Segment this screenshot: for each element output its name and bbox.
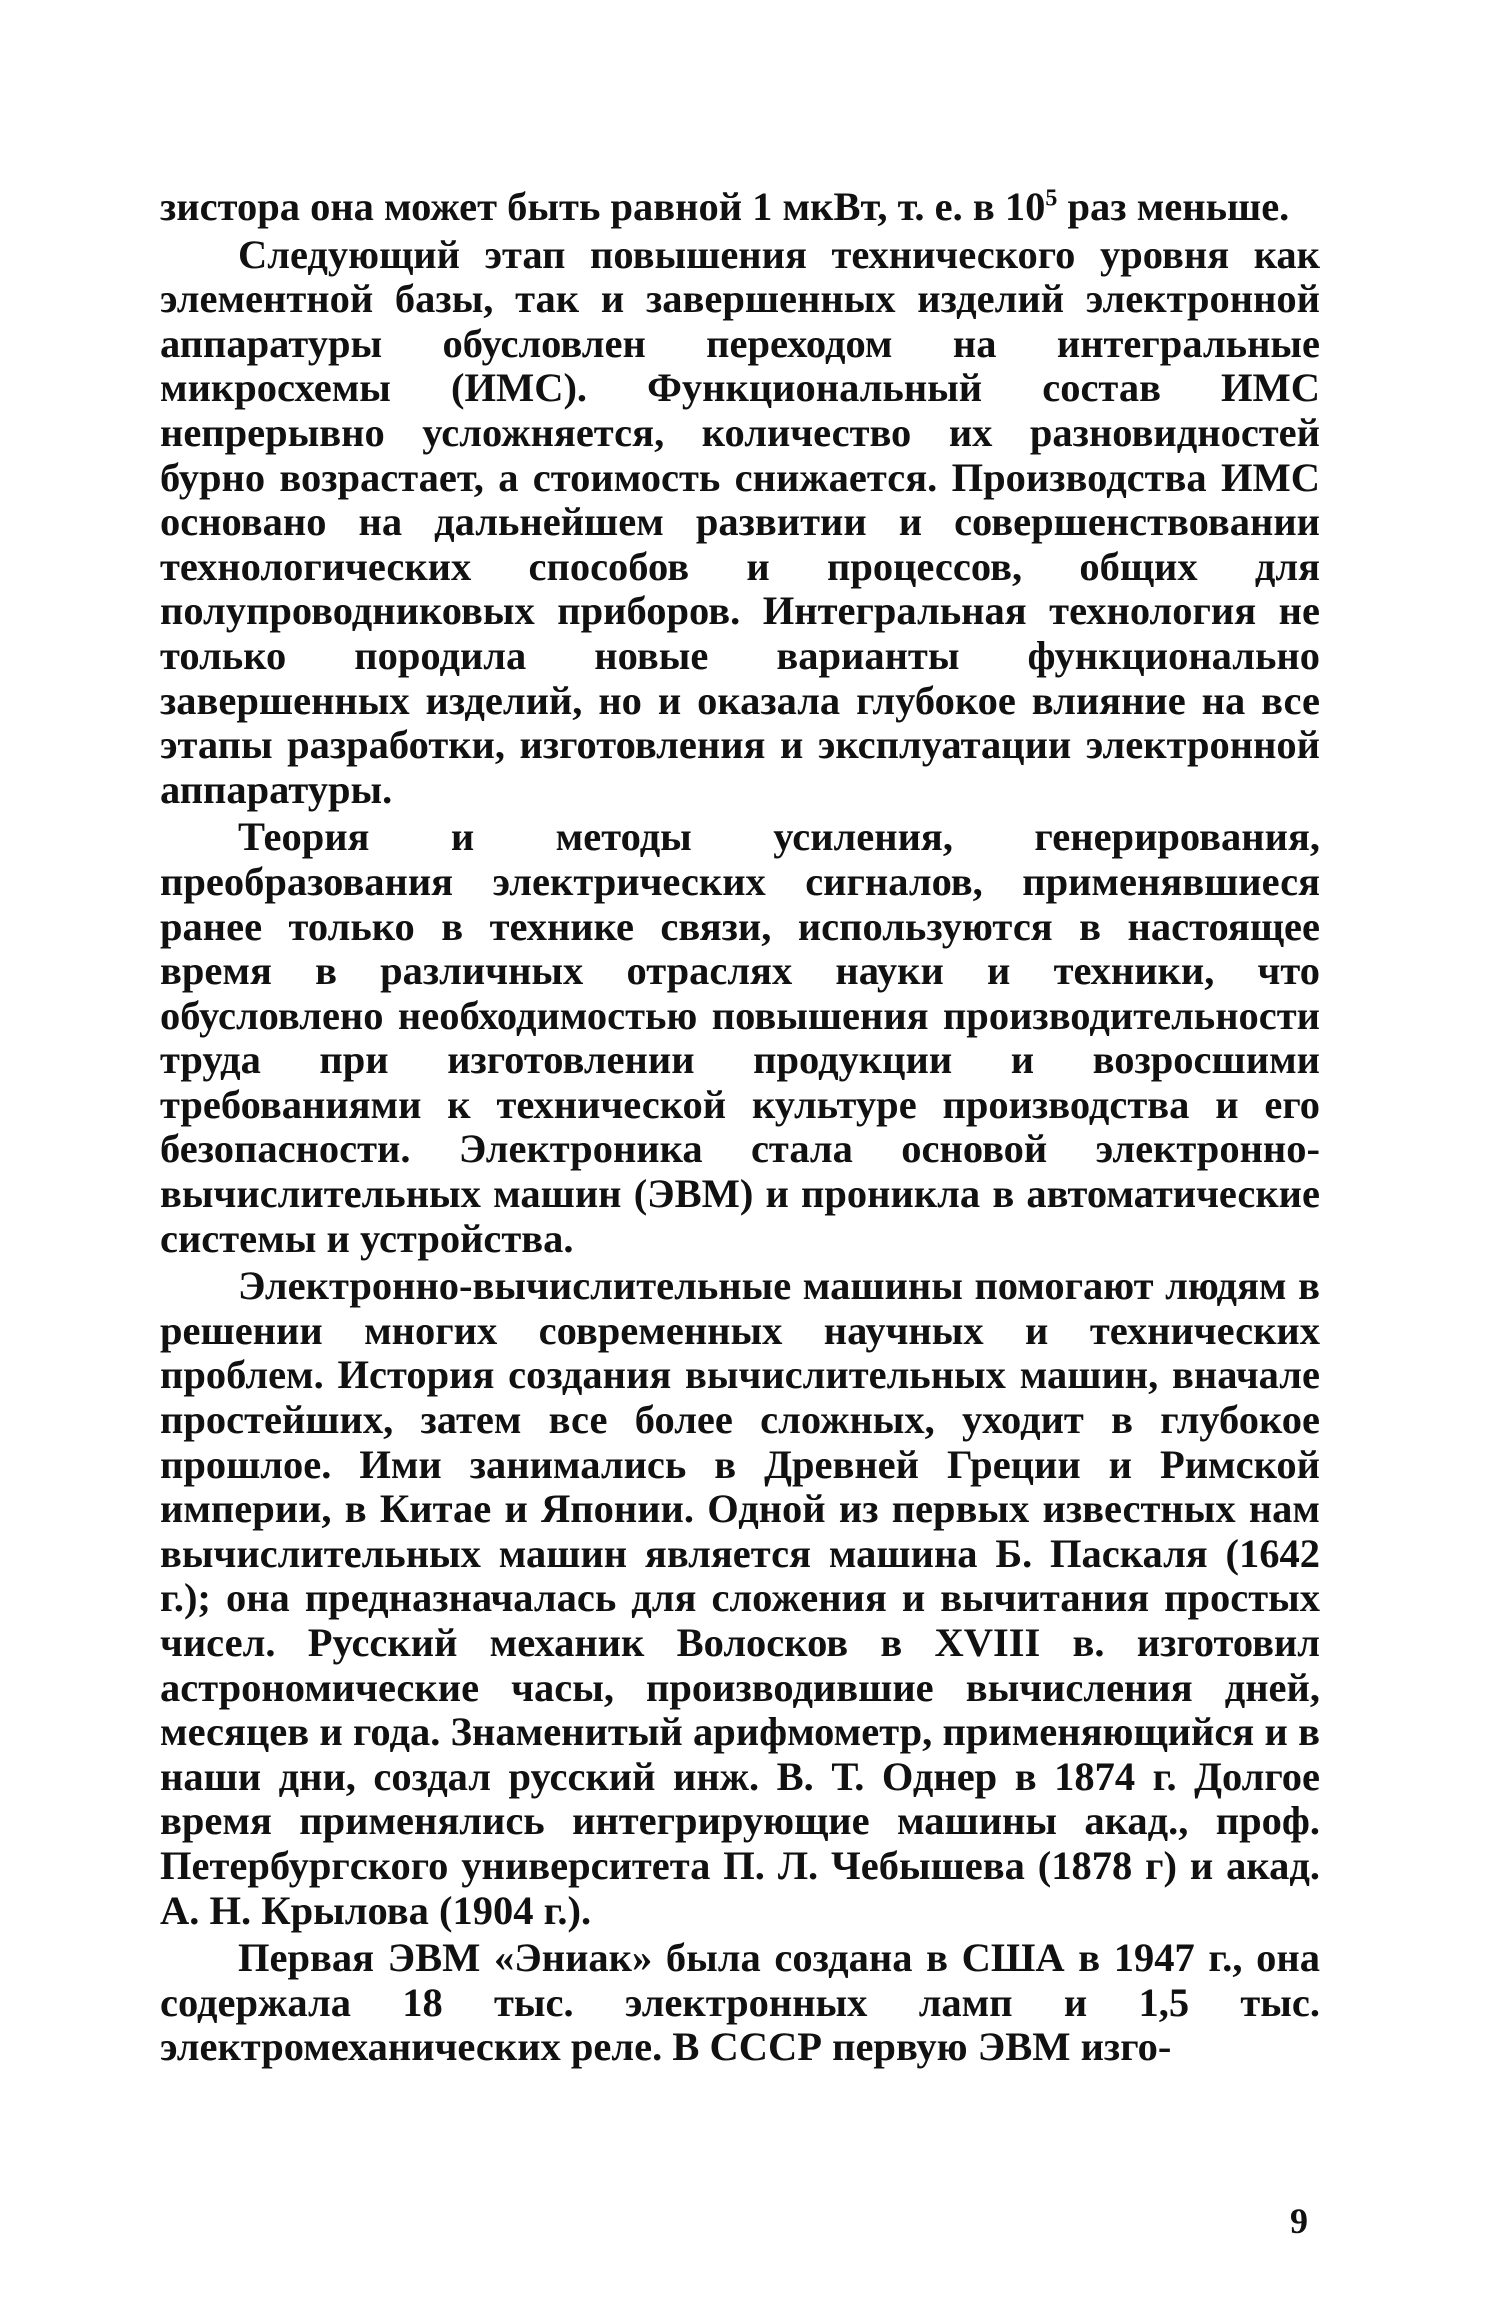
paragraph-continuation [160,185,1320,230]
paragraph-text: раз меньше. [1057,184,1290,229]
paragraph-first-computer: Первая ЭВМ «Эниак» была создана в США в 1947 г., она содержала 18 тыс. электронных ламп и 1,5 тыс. электромеханических реле. В СССР первую ЭВМ изго- [160,1935,1320,2070]
superscript-exponent: 5 [1045,185,1058,212]
page-body [160,185,1320,2070]
paragraph-computer-history: Электронно-вычислительные машины помогают людям в решении многих современных научных и технических проблем. История создания вычислительных машин, вначале простейших, затем все более сложных, уходит в глубокое прошлое. Ими занимались в Древней Греции и Римской империи, в Китае и Японии. Одной из первых известных нам вычислительных машин является машина Б. Паскаля (1642 г.); она предназначалась для сложения и вычитания простых чисел. Русский механик Волосков в XVIII в. изготовил астрономические часы, производившие вычисления дней, месяцев и года. Знаменитый арифмометр, применяющийся и в наши дни, создал русский инж. В. Т. Однер в 1874 г. Долгое время применялись интегрирующие машины акад., проф. Петербургского университета П. Л. Чебышева (1878 г) и акад. А. Н. Крылова (1904 г.). [160,1263,1320,1933]
paragraph-ims: Следующий этап повышения технического уровня как элементной базы, так и завершенных изделий электронной аппаратуры обусловлен переходом на интегральные микросхемы (ИМС). Функциональный состав ИМС непрерывно усложняется, количество их разновидностей бурно возрастает, а стоимость снижается. Производства ИМС основано на дальнейшем развитии и совершенствовании технологических способов и процессов, общих для полупроводниковых приборов. Интегральная технология не только породила новые варианты функционально завершенных изделий, но и оказала глубокое влияние на все этапы разработки, изготовления и эксплуатации электронной аппаратуры. [160,231,1320,812]
paragraph-signal-theory: Теория и методы усиления, генерирования, преобразования электрических сигналов, применявшиеся ранее только в технике связи, используются в настоящее время в различных отраслях науки и техники, что обусловлено необходимостью повышения производительности труда при изготовлении продукции и возросшими требованиями к технической культуре производства и его безопасности. Электроника стала основой электронно-вычислительных машин (ЭВМ) и проникла в автоматические системы и устройства. [160,814,1320,1261]
page-number: 9 [1290,2201,1308,2241]
paragraph-text: зистора она может быть равной 1 мкВт, т. е. в 10 [160,184,1046,229]
